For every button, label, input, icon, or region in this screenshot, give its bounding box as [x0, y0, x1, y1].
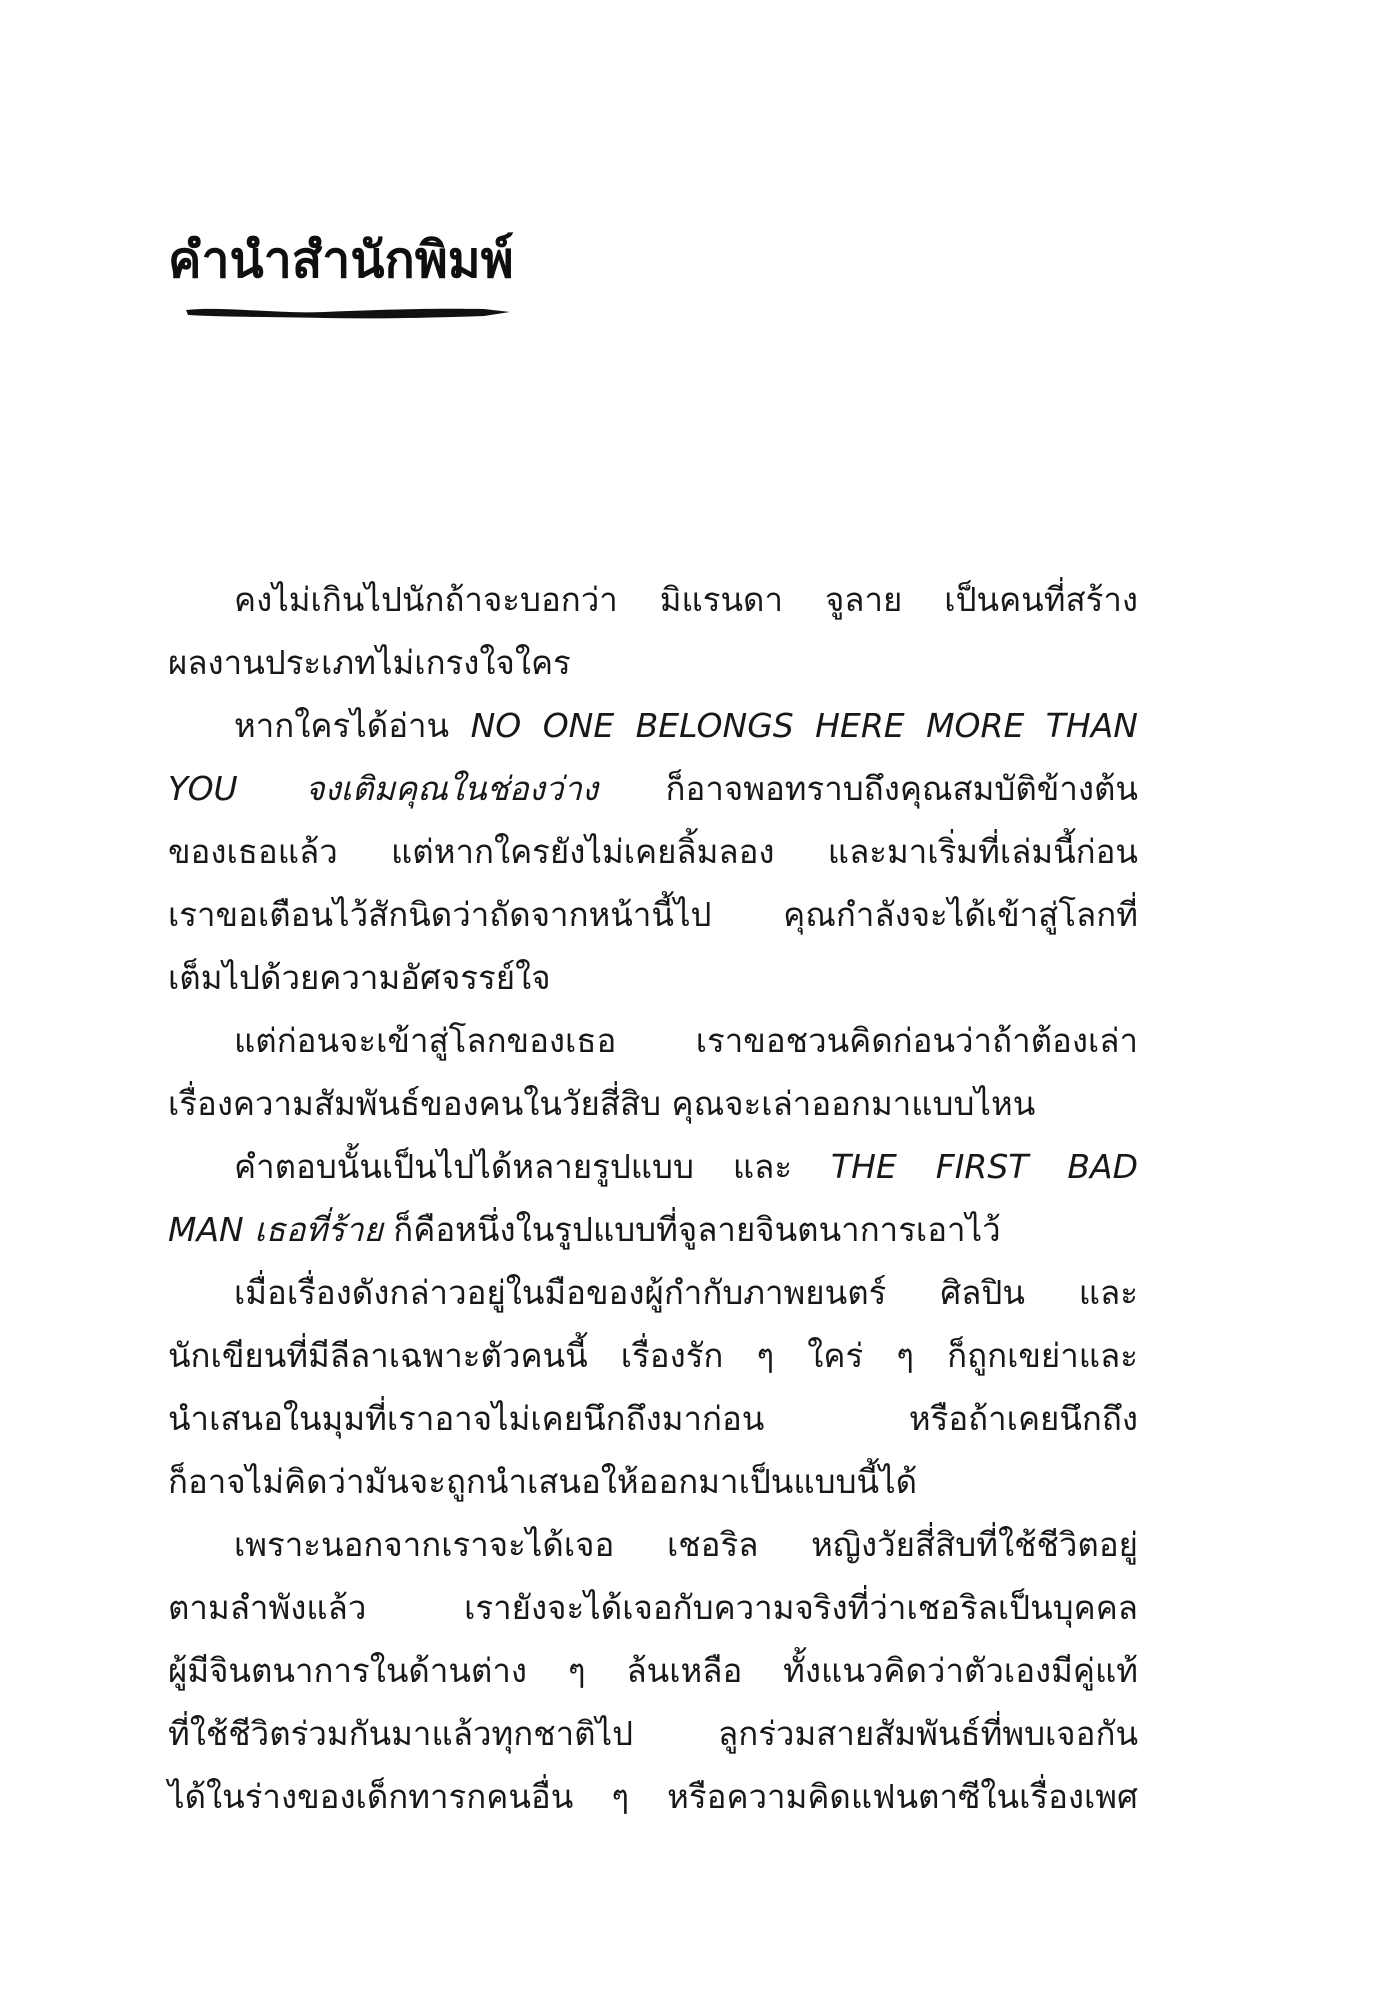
- text-line: ที่ใช้ชีวิตร่วมกันมาแล้วทุกชาติไป ลูกร่วมสายสัมพันธ์ที่พบเจอกัน: [168, 1714, 1138, 1753]
- text-line: ผู้มีจินตนาการในด้านต่าง ๆ ล้นเหลือ ทั้งแนวคิดว่าตัวเองมีคู่แท้: [168, 1651, 1138, 1690]
- text-line: ได้ในร่างของเด็กทารกคนอื่น ๆ หรือความคิดแฟนตาซีในเรื่องเพศ: [168, 1777, 1138, 1816]
- chapter-heading: คำนำสำนักพิมพ์: [168, 231, 514, 289]
- text-line: เต็มไปด้วยความอัศจรรย์ใจ: [168, 958, 551, 997]
- text-line: เรื่องความสัมพันธ์ของคนในวัยสี่สิบ คุณจะเล่าออกมาแบบไหน: [168, 1084, 1036, 1123]
- book-title-en: THE FIRST BAD: [830, 1147, 1138, 1186]
- text-line: ของเธอแล้ว แต่หากใครยังไม่เคยลิ้มลอง และมาเริ่มที่เล่มนี้ก่อน: [168, 832, 1138, 871]
- text-line: MAN เธอที่ร้าย ก็คือหนึ่งในรูปแบบที่จูลายจินตนาการเอาไว้: [168, 1210, 1001, 1249]
- text-line: หากใครได้อ่าน NO ONE BELONGS HERE MORE THAN: [234, 706, 1138, 745]
- text-line: เมื่อเรื่องดังกล่าวอยู่ในมือของผู้กำกับภาพยนตร์ ศิลปิน และ: [234, 1273, 1138, 1312]
- text-line: เพราะนอกจากเราจะได้เจอ เชอริล หญิงวัยสี่สิบที่ใช้ชีวิตอยู่: [234, 1525, 1138, 1564]
- book-title: MAN เธอที่ร้าย: [168, 1210, 383, 1249]
- text-line: แต่ก่อนจะเข้าสู่โลกของเธอ เราขอชวนคิดก่อนว่าถ้าต้องเล่า: [234, 1021, 1138, 1060]
- text-line: เราขอเตือนไว้สักนิดว่าถัดจากหน้านี้ไป คุณกำลังจะได้เข้าสู่โลกที่: [168, 895, 1138, 934]
- text-line: คงไม่เกินไปนักถ้าจะบอกว่า มิแรนดา จูลาย เป็นคนที่สร้าง: [234, 580, 1138, 619]
- text-line: YOU จงเติมคุณในช่องว่าง ก็อาจพอทราบถึงคุณสมบัติข้างต้น: [168, 769, 1138, 808]
- book-title: YOU จงเติมคุณในช่องว่าง: [168, 769, 599, 808]
- text-line: ผลงานประเภทไม่เกรงใจใคร: [168, 643, 571, 682]
- text-line: นักเขียนที่มีลีลาเฉพาะตัวคนนี้ เรื่องรัก ๆ ใคร่ ๆ ก็ถูกเขย่าและ: [168, 1336, 1138, 1375]
- body-text: [168, 568, 1138, 1828]
- text-line: คำตอบนั้นเป็นไปได้หลายรูปแบบ และ THE FIRST BAD: [234, 1147, 1138, 1186]
- book-title-en: NO ONE BELONGS HERE MORE THAN: [470, 706, 1138, 745]
- text-line: ก็อาจไม่คิดว่ามันจะถูกนำเสนอให้ออกมาเป็นแบบนี้ได้: [168, 1462, 918, 1501]
- text-line: ตามลำพังแล้ว เรายังจะได้เจอกับความจริงที่ว่าเชอริลเป็นบุคคล: [168, 1588, 1138, 1627]
- brush-underline: [184, 300, 514, 324]
- text-line: นำเสนอในมุมที่เราอาจไม่เคยนึกถึงมาก่อน หรือถ้าเคยนึกถึง: [168, 1399, 1138, 1438]
